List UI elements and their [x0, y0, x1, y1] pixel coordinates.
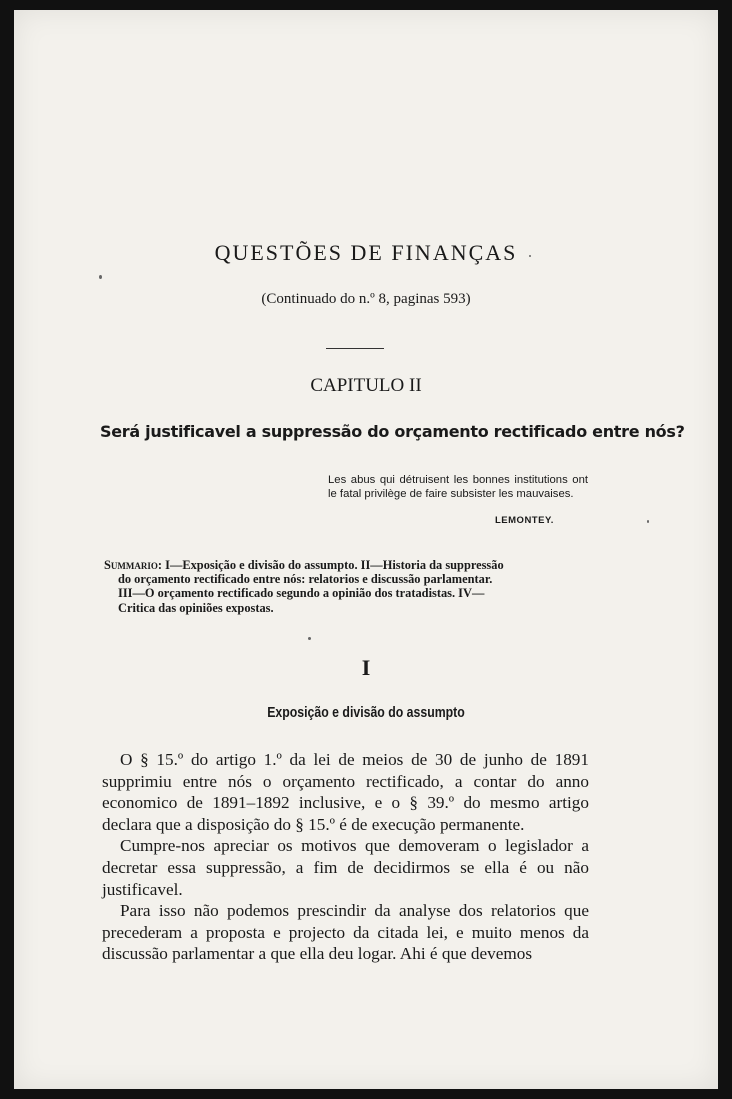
chapter-heading: CAPITULO II — [310, 375, 422, 396]
document-page — [14, 10, 718, 1089]
summary-line-2: do orçamento rectificado entre nós: relatorios e discussão parlamentar. — [118, 572, 493, 587]
print-speck — [647, 520, 649, 523]
summary-line-3: III—O orçamento rectificado segundo a opinião dos tratadistas. IV— — [118, 586, 485, 601]
summary-line-4: Critica das opiniões expostas. — [118, 600, 274, 615]
summary-label: Summario: — [104, 558, 163, 572]
paragraph-3: Para isso não podemos prescindir da analyse dos relatorios que precederam a proposta e projecto da citada lei, e muito menos da discussão parlamentar a que ella deu logar. Ahi é que devemos — [102, 901, 589, 964]
print-speck — [529, 255, 531, 257]
continued-note: (Continuado do n.º 8, paginas 593) — [261, 291, 471, 307]
summary-line-1 — [104, 558, 604, 572]
print-speck — [99, 275, 102, 279]
paragraph-1: O § 15.º do artigo 1.º da lei de meios de 30 de junho de 1891 supprimiu entre nós o orçamento rectificado, a contar do anno economico de 1891–1892 inclusive, e o § 39.º do mesmo artigo declara que a disposição do § 15.º é de execução permanente. — [102, 750, 589, 834]
page-title: QUESTÕES DE FINANÇAS — [214, 240, 518, 265]
summary-block — [104, 558, 604, 615]
section-number: I — [361, 655, 371, 680]
separator-rule — [326, 348, 384, 349]
chapter-question: Será justificavel a suppressão do orçamento rectificado entre nós? — [100, 422, 685, 441]
paragraph-2: Cumpre-nos apreciar os motivos que demoveram o legislador a decretar essa suppressão, a fim de decidirmos se ella é ou não justificavel. — [102, 836, 589, 899]
section-title: Exposição e divisão do assumpto — [267, 704, 465, 721]
print-speck — [308, 637, 311, 640]
body-text — [102, 749, 589, 965]
summary-text: I—Exposição e divisão do assumpto. II—Historia da suppressão — [165, 558, 504, 572]
epigraph-quote: Les abus qui détruisent les bonnes institutions ont le fatal privilège de faire subsister les mauvaises. — [328, 474, 588, 500]
epigraph-author: LEMONTEY. — [495, 515, 554, 526]
